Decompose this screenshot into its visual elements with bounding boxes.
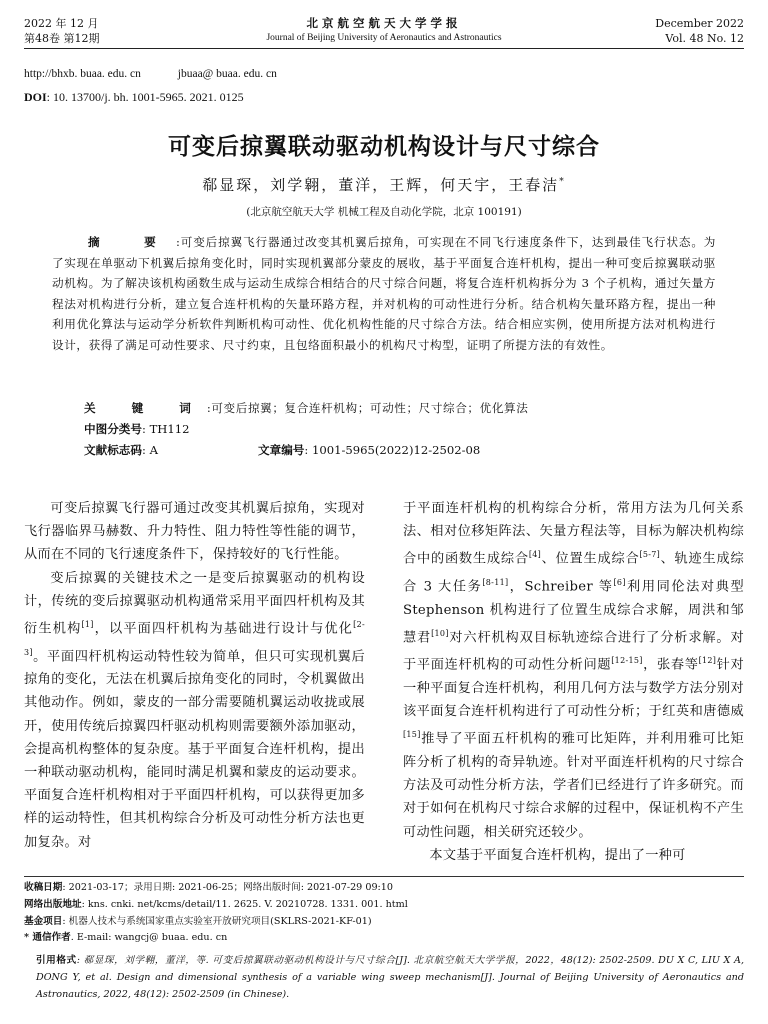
online-text[interactable]: : kns. cnki. net/kcms/detail/11. 2625. V. 20210728. 1331. 001. html — [81, 898, 408, 910]
reference-mark[interactable]: [8-11] — [482, 578, 509, 587]
body-paragraph — [24, 567, 365, 854]
article-number — [258, 440, 480, 461]
text-run: 。平面四杆机构运动特性较为简单，但只可实现机翼后掠角的变化，无法在机翼后掠角变化的同时，令机翼做出其他动作。例如，蒙皮的一部分需要随机翼运动收拢或展开，使用传统后掠翼四杆驱动机构则需要额外添加驱动，会提高机构整体的复杂度。基于平面复合连杆机构，提出一种联动驱动机构，能同时满足机翼和蒙皮的运动要求。平面复合连杆机构相对于平面四杆机构，可以获得更加多样的运动特性，但其机构综合分析及可动性分析方法也更加复杂。对 — [24, 649, 365, 850]
journal-name-cn: 北京航空航天大学学报 — [306, 16, 462, 30]
body-column-left — [24, 497, 365, 854]
body-column-right — [403, 497, 744, 867]
doi-label: DOI — [24, 90, 47, 104]
footnote-fund — [24, 914, 408, 931]
header-left-line1: 2022 年 12 月 — [24, 17, 99, 30]
clc-label: 中图分类号 — [84, 422, 142, 436]
footnote-divider — [24, 876, 744, 877]
text-run: 、轨迹生成综合 3 大任务 — [403, 551, 744, 595]
reference-mark[interactable]: [2-3] — [24, 620, 365, 657]
clc-value: : TH112 — [141, 422, 190, 436]
reference-mark[interactable]: [12-15] — [611, 656, 643, 666]
corresponding-label: * 通信作者 — [24, 932, 71, 944]
reference-mark[interactable]: [6] — [613, 578, 626, 587]
corresponding-mark: * — [559, 177, 566, 187]
corresponding-email[interactable]: . E-mail: wangcj@ buaa. edu. cn — [70, 932, 228, 944]
text-run: ，以平面四杆机构为基础进行设计与优化 — [93, 621, 354, 637]
fund-label: 基金项目 — [24, 915, 63, 927]
body-paragraph: 可变后掠翼飞行器可通过改变其机翼后掠角，实现对飞行器临界马赫数、升力特性、阻力特性等性能的调节，从而在不同的飞行速度条件下，保持较好的飞行性能。 — [24, 501, 365, 563]
article-number-label: 文章编号 — [258, 443, 305, 457]
issue-date-en — [655, 16, 744, 46]
fund-text: : 机器人技术与系统国家重点实验室开放研究项目(SKLRS-2021-KF-01) — [62, 915, 372, 927]
online-label: 网络出版地址 — [24, 898, 82, 910]
text-run: 对六杆机构双目标轨迹综合进行了分析求解。对于平面连杆机构的可动性分析问题 — [403, 630, 744, 673]
citation-label: 引用格式 — [36, 955, 77, 966]
header-right-line2: Vol. 48 No. 12 — [665, 32, 744, 45]
keywords-label: 关 键 词 — [84, 401, 207, 415]
reference-mark[interactable]: [10] — [431, 628, 449, 638]
text-run: 变后掠翼的关键技术之一是变后掠翼驱动的机构设计，传统的变后掠翼驱动机构通常采用平面四杆机构及其衍生机构 — [24, 570, 365, 637]
author-list — [0, 174, 768, 195]
website-link[interactable]: http://bhxb. buaa. edu. cn — [24, 68, 141, 80]
clc-number — [84, 419, 190, 440]
reference-mark[interactable]: [15] — [403, 730, 421, 740]
authors-text: 郗显琛，刘学翱，董洋，王辉，何天宇，王春洁 — [202, 176, 560, 194]
text-run: ，Schreiber 等 — [508, 579, 614, 595]
doc-code-value: : A — [141, 443, 158, 457]
affiliation: (北京航空航天大学 机械工程及自动化学院，北京 100191) — [246, 206, 522, 218]
article-number-value: : 1001-5965(2022)12-2502-08 — [304, 443, 481, 457]
email-link[interactable]: jbuaa@ buaa. edu. cn — [177, 68, 277, 80]
body-paragraph — [403, 497, 744, 844]
paper-title: 可变后掠翼联动驱动机构设计与尺寸综合 — [168, 134, 600, 160]
keywords — [84, 398, 528, 419]
dates-label: 收稿日期 — [24, 882, 63, 893]
reference-mark[interactable]: [4] — [528, 550, 542, 560]
journal-urls — [24, 68, 311, 80]
text-run: 利用同伦法对典型 Stephenson 机构进行了位置生成综合求解，周洪和邹慧君 — [403, 579, 744, 646]
reference-mark[interactable]: [12] — [698, 656, 717, 666]
text-run: 推导了平面五杆机构的雅可比矩阵，并利用雅可比矩阵分析了机构的奇异轨迹。针对平面连杆机构的尺寸综合方法及可动性分析方法，学者们已经进行了许多研究。而对于如何在机构尺寸综合求解的过程中，保证机构不产生可动性问题，相关研究还较少。 — [403, 731, 744, 840]
dates-text: : 2021-03-17；录用日期: 2021-06-25；网络出版时间: 2021-07-29 09:10 — [62, 882, 393, 893]
reference-mark[interactable]: [1] — [81, 620, 94, 630]
journal-name — [24, 16, 744, 45]
running-header — [24, 12, 744, 49]
text-run: 于平面连杆机构的机构综合分析，常用方法为几何关系法、相对位移矩阵法、矢量方程法等，目标为解决机构综合中的函数生成综合 — [403, 501, 744, 567]
doi-line — [24, 90, 244, 105]
header-left-line2: 第48卷 第12期 — [24, 32, 100, 45]
footnote-online — [24, 897, 408, 914]
citation-format — [36, 952, 744, 1003]
abstract-label: 摘 要 — [88, 235, 177, 249]
document-code — [84, 440, 481, 461]
reference-mark[interactable]: [5-7] — [639, 550, 661, 560]
journal-name-en: Journal of Beijing University of Aeronautics and Astronautics — [266, 33, 502, 43]
header-right-line1: December 2022 — [655, 17, 744, 30]
footnote-corresponding — [24, 930, 408, 947]
text-run: ，张春等 — [642, 657, 699, 673]
footnote-dates — [24, 880, 408, 897]
footnotes — [24, 880, 408, 947]
text-run: 针对一种平面复合连杆机构，利用几何方法与数学方法分别对该平面复合连杆机构进行了可动性分析；于红英和唐德威 — [403, 657, 745, 720]
abstract — [52, 232, 716, 356]
doi-value[interactable]: : 10. 13700/j. bh. 1001-5965. 2021. 0125 — [46, 90, 244, 104]
abstract-text: :可变后掠翼飞行器通过改变其机翼后掠角，可实现在不同飞行速度条件下，达到最佳飞行状态。为了实现在单驱动下机翼后掠角变化时，同时实现机翼部分蒙皮的展收，基于平面复合连杆机构，提出一种可变后掠翼联动驱动机构。为了解决该机构函数生成与运动生成综合相结合的尺寸综合问题，将复合连杆机构拆分为 3 个子机构，通过矢量方程法对机构进行分析，建立复合连杆机构的矢量环路方程，并对机构的可动性进行分析。结合机构矢量环路方程，提出一种利用优化算法与运动学分析软件判断机构可动性、优化机构性能的尺寸综合方法。结合相应实例，使用所提方法对机构进行设计，获得了满足可动性要求、尺寸约束，且包络面积最小的机构尺寸构型，证明了所提方法的有效性。 — [52, 235, 717, 352]
text-run: 、位置生成综合 — [541, 551, 640, 567]
body-paragraph: 本文基于平面复合连杆机构，提出了一种可 — [429, 847, 686, 863]
keywords-text: :可变后掠翼；复合连杆机构；可动性；尺寸综合；优化算法 — [206, 401, 529, 415]
doc-code-label: 文献标志码 — [84, 443, 142, 457]
citation-text: : 郗显琛，刘学翱，董洋，等. 可变后掠翼联动驱动机构设计与尺寸综合[J]. 北京航空航天大学学报，2022，48(12): 2502-2509. DU X C, LIU X A, DONG Y, et al. Design and dimensional synthesis of a variable wing sweep mechanism[J]. Journal of Beijing University of Aeronautics and Astronautics, 2022, 48(12): 2502-2509 (in Chinese). — [36, 955, 744, 1000]
